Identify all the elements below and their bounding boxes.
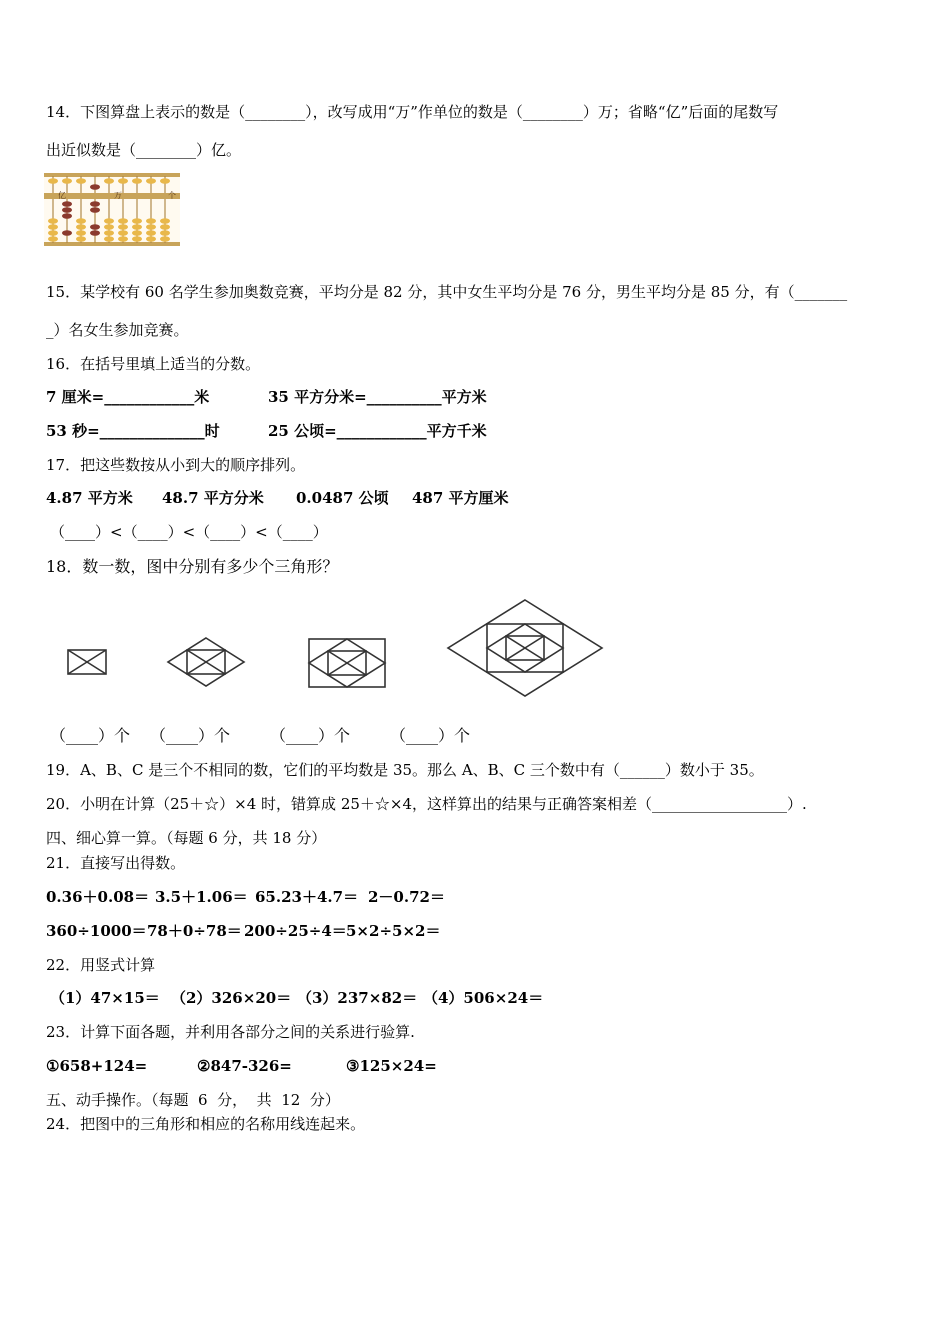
q22-item-2: （2）326×20＝ [171, 989, 292, 1007]
q15-line1: 15．某学校有 60 名学生参加奥数竞赛，平均分是 82 分，其中女生平均分是 76 分，男生平均分是 85 分，有（_______ [46, 283, 848, 301]
section-5-heading: 五、动手操作。（每题 6 分， 共 12 分） [46, 1091, 340, 1109]
q21-calc-3: 65.23＋4.7＝ [255, 888, 359, 906]
q18-title: 18．数一数，图中分别有多少个三角形？ [46, 557, 339, 576]
q22-item-4: （4）506×24＝ [423, 989, 544, 1007]
q16-item-3: 53 秒=______________时 [46, 422, 220, 440]
q18-answer-1: （____）个 [50, 726, 131, 745]
figure-3 [309, 639, 385, 687]
q14-line1: 14．下图算盘上表示的数是（________），改写成用“万”作单位的数是（________）万；省略“亿”后面的尾数写 [46, 103, 779, 121]
abacus-image [44, 173, 180, 246]
q23-item-3: ③125×24= [346, 1057, 437, 1075]
q21-calc-7: 200÷25÷4＝ [244, 922, 347, 940]
q17-title: 17．把这些数按从小到大的顺序排列。 [46, 456, 306, 474]
q21-calc-5: 360÷1000＝ [46, 922, 147, 940]
q17-number-4: 487 平方厘米 [412, 489, 509, 507]
q22-title: 22．用竖式计算 [46, 956, 156, 974]
q21-calc-4: 2－0.72＝ [368, 888, 445, 906]
q23-title: 23．计算下面各题，并利用各部分之间的关系进行验算. [46, 1023, 415, 1041]
q18-answer-4: （____）个 [390, 726, 471, 745]
q20-text: 20．小明在计算（25＋☆）×4 时，错算成 25＋☆×4，这样算出的结果与正确答案相差（__________________）. [46, 795, 807, 813]
abacus-label-yi: 亿 [58, 191, 66, 200]
q16-item-4: 25 公顷=____________平方千米 [268, 422, 487, 440]
q17-order-blanks: （____）<（____）<（____）<（____） [50, 523, 328, 541]
figure-1 [68, 650, 106, 674]
q18-answer-2: （____）个 [150, 726, 231, 745]
q21-title: 21．直接写出得数。 [46, 854, 186, 872]
q15-line2: _）名女生参加竞赛。 [46, 321, 189, 339]
q22-item-3: （3）237×82＝ [297, 989, 418, 1007]
q23-item-1: ①658+124= [46, 1057, 148, 1075]
figure-2 [168, 638, 244, 686]
q14-line2: 出近似数是（________）亿。 [46, 141, 242, 159]
q16-item-2: 35 平方分米=__________平方米 [268, 388, 487, 406]
q16-item-1: 7 厘米=____________米 [46, 388, 210, 406]
q18-answer-3: （____）个 [270, 726, 351, 745]
q23-item-2: ②847-326= [197, 1057, 292, 1075]
figure-4 [448, 600, 602, 696]
q16-title: 16．在括号里填上适当的分数。 [46, 355, 261, 373]
q17-number-2: 48.7 平方分米 [162, 489, 264, 507]
q21-calc-6: 78＋0÷78＝ [147, 922, 242, 940]
q21-calc-8: 5×2÷5×2＝ [346, 922, 441, 940]
abacus-label-ge: 个 [168, 191, 176, 200]
q19-text: 19．A、B、C 是三个不相同的数，它们的平均数是 35。那么 A、B、C 三个数中有（______）数小于 35。 [46, 761, 764, 779]
q17-number-1: 4.87 平方米 [46, 489, 133, 507]
q22-item-1: （1）47×15＝ [50, 989, 160, 1007]
abacus-label-wan: 万 [114, 191, 122, 200]
q21-calc-1: 0.36＋0.08＝ [46, 888, 150, 906]
triangle-figures [60, 596, 620, 700]
q17-number-3: 0.0487 公顷 [296, 489, 389, 507]
q24-text: 24．把图中的三角形和相应的名称用线连起来。 [46, 1115, 366, 1133]
q21-calc-2: 3.5＋1.06＝ [155, 888, 248, 906]
section-4-heading: 四、细心算一算。（每题 6 分，共 18 分） [46, 829, 327, 847]
